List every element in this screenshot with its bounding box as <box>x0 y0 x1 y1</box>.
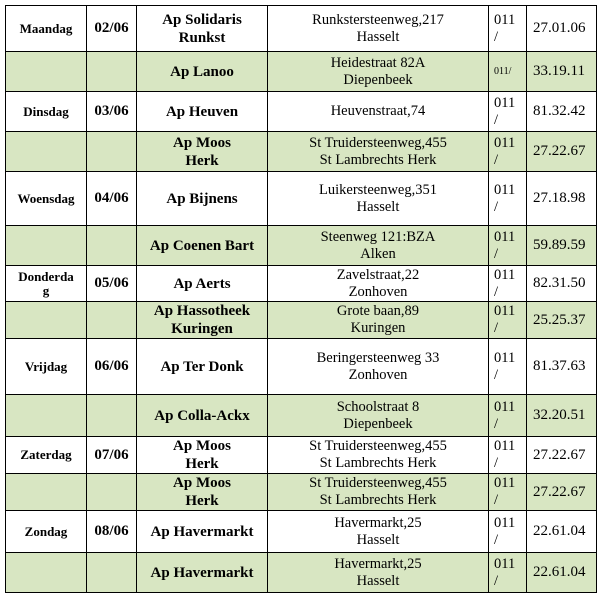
date-label: 03/06 <box>94 103 129 119</box>
date-cell <box>87 132 137 172</box>
phone-number-cell <box>527 474 597 511</box>
address-cell <box>268 266 489 302</box>
pharmacy-name-cell <box>137 474 268 511</box>
phone-number-cell <box>527 437 597 474</box>
phone-prefix: 011 <box>494 11 516 28</box>
table-row <box>6 52 597 92</box>
address-street: Beringersteenweg 33 <box>316 349 440 366</box>
address-street: St Truidersteenweg,455 <box>309 475 447 491</box>
pharmacy-name-cell <box>137 339 268 395</box>
phone-number-cell <box>527 52 597 92</box>
table-row <box>6 339 597 395</box>
address-cell <box>268 52 489 92</box>
pharmacy-schedule-table <box>5 5 597 593</box>
pharmacy-name-cell <box>137 6 268 52</box>
date-label: 02/06 <box>94 20 129 36</box>
date-cell <box>87 266 137 302</box>
table-row <box>6 511 597 553</box>
day-cell <box>6 553 87 593</box>
pharmacy-name: Ap Ter Donk <box>160 358 244 375</box>
date-label: 05/06 <box>94 275 129 291</box>
date-cell <box>87 437 137 474</box>
phone-prefix: 011 <box>494 555 516 572</box>
phone-prefix: 011 <box>494 266 516 283</box>
phone-prefix: 011 <box>494 475 516 491</box>
date-cell <box>87 395 137 437</box>
address-street: Havermarkt,25 <box>334 514 422 531</box>
phone-prefix: 011 <box>494 94 516 111</box>
address-city: Alken <box>360 245 396 262</box>
address-city: Kuringen <box>350 320 406 336</box>
day-label: Donderda <box>18 268 74 284</box>
pharmacy-name-cell <box>137 553 268 593</box>
day-cell <box>6 266 87 302</box>
phone-number-cell <box>527 339 597 395</box>
address-street: Grote baan,89 <box>336 303 420 319</box>
day-cell <box>6 172 87 226</box>
phone-prefix-slash: / <box>494 492 499 508</box>
address-street: Steenweg 121:BZA <box>320 228 436 245</box>
pharmacy-name-cell <box>137 437 268 474</box>
phone-number-cell <box>527 302 597 339</box>
date-label: 08/06 <box>94 523 129 539</box>
phone-number: 27.22.67 <box>533 143 586 159</box>
pharmacy-name-cell <box>137 132 268 172</box>
phone-prefix-cell <box>489 52 527 92</box>
day-cell <box>6 226 87 266</box>
phone-prefix: 011 <box>494 438 516 454</box>
phone-prefix-cell <box>489 132 527 172</box>
pharmacy-name-cell <box>137 266 268 302</box>
pharmacy-name-cell <box>137 511 268 553</box>
day-cell <box>6 474 87 511</box>
phone-number: 81.32.42 <box>533 103 586 119</box>
day-cell <box>6 395 87 437</box>
pharmacy-name-cell <box>137 226 268 266</box>
day-cell <box>6 132 87 172</box>
phone-prefix-slash: / <box>494 151 499 168</box>
address-cell <box>268 474 489 511</box>
date-cell <box>87 172 137 226</box>
pharmacy-name: Ap Lanoo <box>170 63 234 80</box>
phone-prefix: 011 <box>494 303 516 319</box>
pharmacy-name-line2: Herk <box>185 493 219 509</box>
pharmacy-name-cell <box>137 52 268 92</box>
phone-number-cell <box>527 511 597 553</box>
phone-number-cell <box>527 553 597 593</box>
table-row <box>6 92 597 132</box>
phone-prefix-cell <box>489 474 527 511</box>
address-cell <box>268 6 489 52</box>
phone-prefix: 011 <box>494 398 516 415</box>
phone-number: 27.01.06 <box>533 20 586 36</box>
day-label: Dinsdag <box>23 103 69 119</box>
pharmacy-name: Ap Havermarkt <box>150 523 254 540</box>
phone-prefix-slash: / <box>494 198 499 215</box>
date-cell <box>87 52 137 92</box>
table-row <box>6 474 597 511</box>
table-row <box>6 226 597 266</box>
phone-number: 22.61.04 <box>533 564 586 580</box>
pharmacy-name-cell <box>137 92 268 132</box>
phone-number: 27.22.67 <box>533 483 586 500</box>
address-cell <box>268 553 489 593</box>
address-street: Heidestraat 82A <box>330 54 426 71</box>
pharmacy-name-line2: Herk <box>185 456 219 472</box>
address-cell <box>268 302 489 339</box>
table-row <box>6 172 597 226</box>
pharmacy-name-line2: Runkst <box>178 29 226 46</box>
phone-prefix-cell <box>489 339 527 395</box>
phone-prefix: 011 <box>494 181 516 198</box>
pharmacy-name-cell <box>137 302 268 339</box>
address-city: St Lambrechts Herk <box>319 455 437 471</box>
pharmacy-name: Ap Moos <box>173 438 231 454</box>
table-row <box>6 437 597 474</box>
date-cell <box>87 474 137 511</box>
phone-prefix-cell <box>489 172 527 226</box>
day-cell <box>6 92 87 132</box>
phone-prefix: 011 <box>494 349 516 366</box>
address-cell <box>268 339 489 395</box>
phone-prefix: 011 <box>494 228 516 245</box>
phone-prefix-cell <box>489 266 527 302</box>
date-label: 07/06 <box>94 446 129 463</box>
phone-prefix-cell <box>489 226 527 266</box>
address-street: Heuvenstraat,74 <box>330 103 426 119</box>
day-label: Zaterdag <box>20 447 72 462</box>
day-cell <box>6 511 87 553</box>
address-street: Runkstersteenweg,217 <box>312 11 444 28</box>
address-cell <box>268 132 489 172</box>
phone-number: 82.31.50 <box>533 275 586 291</box>
address-street: Schoolstraat 8 <box>336 398 420 415</box>
pharmacy-name: Ap Aerts <box>173 275 231 292</box>
date-cell <box>87 226 137 266</box>
address-street: St Truidersteenweg,455 <box>309 134 447 151</box>
pharmacy-name-line2: Herk <box>185 152 219 169</box>
phone-number-cell <box>527 172 597 226</box>
pharmacy-name: Ap Heuven <box>165 103 239 120</box>
phone-number: 27.22.67 <box>533 446 586 463</box>
phone-number: 25.25.37 <box>533 311 586 328</box>
phone-number-cell <box>527 92 597 132</box>
address-street: Havermarkt,25 <box>334 555 422 572</box>
address-city: Zonhoven <box>348 283 408 300</box>
phone-number: 33.19.11 <box>533 63 585 79</box>
address-cell <box>268 92 489 132</box>
address-cell <box>268 437 489 474</box>
day-label: Vrijdag <box>24 358 68 374</box>
day-label: Zondag <box>24 523 68 539</box>
day-label: Woensdag <box>17 190 75 206</box>
phone-number-cell <box>527 226 597 266</box>
phone-number-cell <box>527 6 597 52</box>
phone-number: 81.37.63 <box>533 358 586 374</box>
phone-number-cell <box>527 395 597 437</box>
pharmacy-name: Ap Solidaris <box>162 11 242 28</box>
pharmacy-name: Ap Coenen Bart <box>149 237 255 254</box>
phone-prefix-slash: / <box>494 572 499 589</box>
pharmacy-name: Ap Bijnens <box>166 190 238 207</box>
address-cell <box>268 172 489 226</box>
phone-prefix-cell <box>489 437 527 474</box>
phone-prefix: 011/ <box>494 66 512 77</box>
address-city: Diepenbeek <box>343 415 413 432</box>
day-cell <box>6 302 87 339</box>
phone-prefix-cell <box>489 6 527 52</box>
pharmacy-name: Ap Havermarkt <box>150 564 254 581</box>
phone-prefix-slash: / <box>494 415 499 432</box>
day-cell <box>6 339 87 395</box>
address-street: Luikersteenweg,351 <box>319 181 437 198</box>
phone-prefix: 011 <box>494 134 516 151</box>
date-cell <box>87 6 137 52</box>
table-row <box>6 395 597 437</box>
phone-prefix-slash: / <box>494 28 499 45</box>
phone-number: 59.89.59 <box>533 237 586 253</box>
phone-prefix-cell <box>489 302 527 339</box>
day-cell <box>6 52 87 92</box>
phone-prefix-cell <box>489 395 527 437</box>
phone-prefix-slash: / <box>494 320 499 336</box>
date-cell <box>87 553 137 593</box>
phone-number: 32.20.51 <box>533 407 586 423</box>
pharmacy-name: Ap Hassotheek <box>153 303 251 319</box>
address-city: Hasselt <box>356 198 400 215</box>
table-row <box>6 553 597 593</box>
table-row <box>6 302 597 339</box>
phone-prefix-slash: / <box>494 455 499 471</box>
date-label: 04/06 <box>94 190 129 206</box>
address-cell <box>268 226 489 266</box>
date-cell <box>87 339 137 395</box>
address-city: Hasselt <box>356 28 400 45</box>
address-city: Diepenbeek <box>343 71 413 88</box>
address-city: St Lambrechts Herk <box>319 492 437 508</box>
date-label: 06/06 <box>94 358 129 374</box>
phone-prefix-slash: / <box>494 283 499 300</box>
pharmacy-name: Ap Moos <box>173 475 231 491</box>
phone-prefix-slash: / <box>494 531 499 548</box>
pharmacy-name-line2: Kuringen <box>171 321 233 337</box>
pharmacy-name-cell <box>137 395 268 437</box>
address-street: St Truidersteenweg,455 <box>309 438 447 454</box>
day-label-wrap: g <box>42 282 50 298</box>
day-cell <box>6 6 87 52</box>
phone-prefix-cell <box>489 553 527 593</box>
date-cell <box>87 302 137 339</box>
table-row <box>6 266 597 302</box>
day-cell <box>6 437 87 474</box>
phone-prefix-slash: / <box>494 366 499 383</box>
address-cell <box>268 511 489 553</box>
address-city: Hasselt <box>356 531 400 548</box>
date-cell <box>87 511 137 553</box>
address-street: Zavelstraat,22 <box>336 266 420 283</box>
address-city: Zonhoven <box>348 366 408 383</box>
phone-prefix: 011 <box>494 514 516 531</box>
pharmacy-name: Ap Colla-Ackx <box>154 407 250 424</box>
phone-prefix-cell <box>489 511 527 553</box>
phone-number-cell <box>527 132 597 172</box>
phone-number-cell <box>527 266 597 302</box>
date-cell <box>87 92 137 132</box>
phone-prefix-cell <box>489 92 527 132</box>
phone-prefix-slash: / <box>494 111 499 128</box>
phone-number: 22.61.04 <box>533 523 586 539</box>
address-city: St Lambrechts Herk <box>319 151 437 168</box>
pharmacy-name-cell <box>137 172 268 226</box>
address-city: Hasselt <box>356 572 400 589</box>
table-row <box>6 6 597 52</box>
pharmacy-name: Ap Moos <box>173 134 231 151</box>
phone-prefix-slash: / <box>494 245 499 262</box>
day-label: Maandag <box>19 20 73 36</box>
phone-number: 27.18.98 <box>533 190 586 206</box>
address-cell <box>268 395 489 437</box>
table-row <box>6 132 597 172</box>
